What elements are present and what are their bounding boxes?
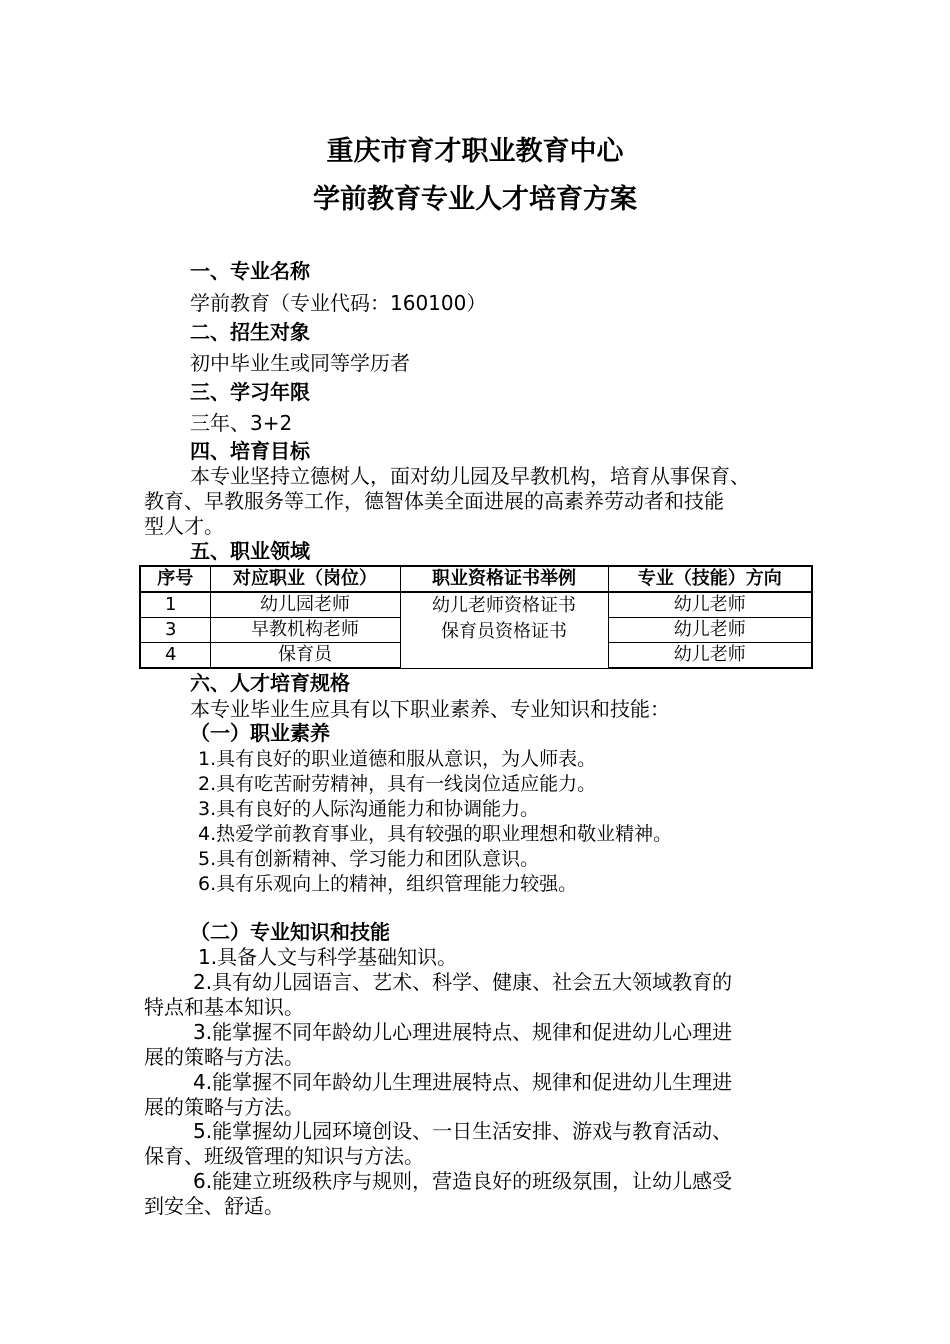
- list-item: 1.具备人文与科学基础知识。: [198, 945, 458, 969]
- section-heading-major-name: 一、专业名称: [190, 259, 310, 283]
- section-heading-enrollment: 二、招生对象: [190, 320, 310, 344]
- list-item: 3.能掌握不同年龄幼儿心理进展特点、规律和促进幼儿心理进: [193, 1020, 733, 1044]
- enrollment-text: 初中毕业生或同等学历者: [190, 351, 410, 375]
- talent-spec-intro: 本专业毕业生应具有以下职业素养、专业知识和技能：: [190, 697, 670, 721]
- section-heading-goals: 四、培育目标: [190, 439, 310, 463]
- major-name-text: 学前教育（专业代码：160100）: [190, 291, 487, 315]
- table-cell-no: 3: [140, 618, 210, 643]
- goals-line-1: 本专业坚持立德树人，面对幼儿园及早教机构，培育从事保育、: [190, 464, 750, 488]
- document-title: 重庆市育才职业教育中心: [326, 136, 624, 167]
- section-heading-talent-spec: 六、人才培育规格: [190, 671, 350, 695]
- list-item-continuation: 展的策略与方法。: [144, 1095, 304, 1119]
- table-header-cell: 职业资格证书举例: [400, 566, 608, 592]
- list-item: 4.能掌握不同年龄幼儿生理进展特点、规律和促进幼儿生理进: [193, 1070, 733, 1094]
- list-item: 5.能掌握幼儿园环境创设、一日生活安排、游戏与教育活动、: [193, 1119, 733, 1143]
- certificate-item: 幼儿老师资格证书: [432, 595, 576, 616]
- table-header-cell: 专业（技能）方向: [608, 566, 812, 592]
- list-item: 6.具有乐观向上的精神，组织管理能力较强。: [198, 873, 578, 895]
- list-item: 6.能建立班级秩序与规则，营造良好的班级氛围，让幼儿感受: [193, 1169, 733, 1193]
- duration-text: 三年、3+2: [190, 411, 293, 435]
- table-cell-direction: 幼儿老师: [608, 592, 812, 618]
- section-heading-career-field: 五、职业领域: [190, 539, 310, 563]
- list-item: 1.具有良好的职业道德和服从意识，为人师表。: [198, 748, 597, 770]
- subsection-heading-professional-quality: （一）职业素养: [190, 721, 330, 745]
- goals-line-2: 教育、早教服务等工作，德智体美全面进展的高素养劳动者和技能: [144, 489, 724, 513]
- list-item-continuation: 特点和基本知识。: [144, 995, 304, 1019]
- list-item-continuation: 展的策略与方法。: [144, 1045, 304, 1069]
- certificate-item: 保育员资格证书: [441, 621, 567, 642]
- table-cell-no: 4: [140, 643, 210, 669]
- list-item-continuation: 保育、班级管理的知识与方法。: [144, 1144, 424, 1168]
- list-item: 2.具有幼儿园语言、艺术、科学、健康、社会五大领域教育的: [193, 970, 733, 994]
- table-cell-no: 1: [140, 592, 210, 618]
- list-item-continuation: 到安全、舒适。: [144, 1194, 284, 1218]
- list-item: 2.具有吃苦耐劳精神，具有一线岗位适应能力。: [198, 773, 597, 795]
- list-item: 3.具有良好的人际沟通能力和协调能力。: [198, 798, 540, 820]
- table-header-row: [140, 566, 812, 592]
- table-cell-job: 幼儿园老师: [210, 592, 400, 618]
- list-item: 5.具有创新精神、学习能力和团队意识。: [198, 848, 540, 870]
- table-header-cell: 序号: [140, 566, 210, 592]
- list-item: 4.热爱学前教育事业，具有较强的职业理想和敬业精神。: [198, 823, 673, 845]
- document-subtitle: 学前教育专业人才培育方案: [313, 184, 637, 215]
- goals-line-3: 型人才。: [144, 514, 224, 538]
- section-heading-duration: 三、学习年限: [190, 380, 310, 404]
- table-cell-direction: 幼儿老师: [608, 643, 812, 669]
- table-cell-direction: 幼儿老师: [608, 618, 812, 643]
- table-cell-certificates: [400, 592, 608, 668]
- table-cell-job: 保育员: [210, 643, 400, 669]
- table-cell-job: 早教机构老师: [210, 618, 400, 643]
- subsection-heading-knowledge-skills: （二）专业知识和技能: [190, 920, 390, 944]
- career-field-table: [139, 565, 813, 669]
- table-row: [140, 592, 812, 618]
- table-header-cell: 对应职业（岗位）: [210, 566, 400, 592]
